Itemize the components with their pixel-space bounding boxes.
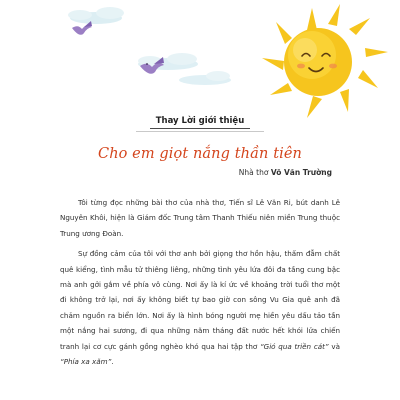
- cloud-icon: [179, 71, 231, 85]
- bird-icon: [72, 21, 92, 35]
- divider: [136, 131, 264, 132]
- book-title: “Gió qua triền cát”: [259, 341, 329, 351]
- poem-title: Cho em giọt nắng thần tiên: [98, 146, 302, 162]
- byline: [239, 168, 332, 177]
- body-text: [60, 195, 340, 374]
- section-label: Thay Lời giới thiệu: [150, 116, 251, 129]
- paragraph: [60, 246, 340, 369]
- cloud-icon: [68, 7, 124, 24]
- byline-author: Võ Văn Trường: [270, 168, 332, 177]
- paragraph-text: Sự đồng cảm của tôi với thơ anh bởi giọng thơ hồn hậu, thấm đẫm chất quê kiểng, tình mẫu tử thiêng liêng, những tình yêu lứa đôi đa tầng cung bậc mà anh gởi gắm về phía vô cùng. Nơi ấy là kí ức về khoảng trời tuổi thơ một đi không trở lại, nơi ấy không biết tự bao giờ con sông Vu Gia quê anh đã chảm nguồn ra biển lớn. Nơi ấy là hình bóng người mẹ hiền yêu dấu tảo tần một nắng hai sương, đi qua những năm tháng đất nước hết khói lửa chiến tranh lại cơ cực gánh gồng nghèo khó qua hai tập thơ: [60, 249, 340, 351]
- connector: và: [331, 341, 340, 351]
- sun-icon: [262, 4, 388, 118]
- paragraph-end: .: [111, 357, 114, 367]
- paragraph: [60, 195, 340, 241]
- section-header: [0, 108, 400, 129]
- paragraph-text: Tôi từng đọc những bài thơ của nhà thơ, Tiến sĩ Lê Văn Ri, bút danh Lê Nguyên Khôi, hiện là Giám đốc Trung tâm Thanh Thiếu niên miền Trung thuộc Trung ương Đoàn.: [60, 198, 340, 238]
- book-title: “Phía xa xăm”: [60, 357, 112, 367]
- byline-prefix: Nhà thơ: [238, 168, 269, 177]
